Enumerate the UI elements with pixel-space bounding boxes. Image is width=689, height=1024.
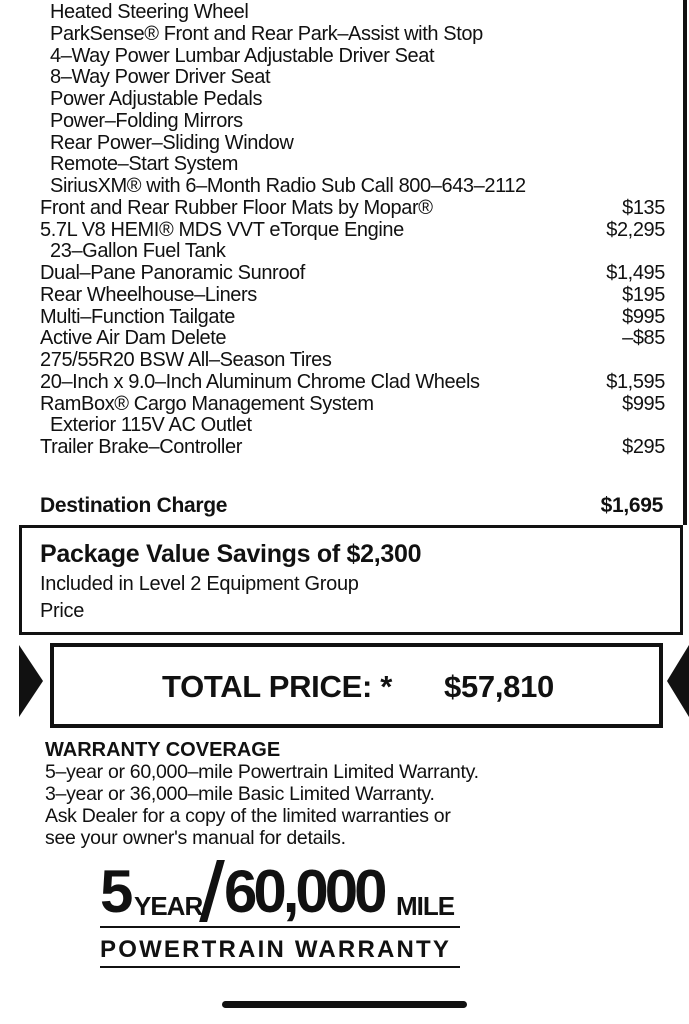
logo-top-rule: [100, 926, 460, 928]
powertrain-warranty-logo: [100, 858, 462, 972]
logo-powertrain-text: POWERTRAIN WARRANTY: [100, 936, 452, 963]
total-price-box: [50, 643, 663, 728]
option-price: –$85: [622, 327, 665, 350]
right-border-rule: [683, 0, 687, 525]
warranty-line: 5–year or 60,000–mile Powertrain Limited Warranty.: [45, 761, 479, 783]
warranty-title: WARRANTY COVERAGE: [45, 739, 281, 761]
home-indicator[interactable]: [222, 1001, 467, 1008]
option-label: Trailer Brake–Controller: [40, 436, 242, 458]
option-row: [40, 328, 665, 350]
option-row: [40, 263, 665, 285]
option-label: Remote–Start System: [50, 153, 239, 176]
option-label: Power Adjustable Pedals: [50, 88, 263, 110]
total-price-label: TOTAL PRICE: *: [162, 669, 393, 704]
package-savings-title: Package Value Savings of $2,300: [40, 540, 422, 568]
logo-year: YEAR: [134, 891, 203, 921]
option-label: RamBox® Cargo Management System: [40, 392, 374, 415]
option-row: [40, 285, 665, 307]
warranty-coverage: [45, 739, 645, 849]
total-price-value: $57,810: [444, 669, 554, 704]
option-label: 20–Inch x 9.0–Inch Aluminum Chrome Clad Wheels: [40, 370, 480, 393]
warranty-line: Ask Dealer for a copy of the limited warranties or: [45, 805, 451, 827]
option-label: 275/55R20 BSW All–Season Tires: [40, 349, 332, 371]
option-row: [40, 46, 665, 68]
option-row: [40, 67, 665, 89]
option-price: $295: [622, 436, 665, 458]
option-price: $995: [622, 392, 665, 415]
option-row: [40, 154, 665, 176]
option-row: [40, 394, 665, 416]
option-row: [40, 415, 665, 437]
package-savings-line-2: Price: [40, 600, 85, 622]
destination-charge-label: Destination Charge: [40, 494, 228, 517]
option-price: $995: [622, 305, 665, 328]
option-price: $2,295: [606, 218, 665, 241]
option-row: [40, 89, 665, 111]
option-row: [40, 372, 665, 394]
option-label: Exterior 115V AC Outlet: [50, 414, 252, 437]
option-row: [40, 241, 665, 263]
option-row: [40, 176, 665, 198]
option-row: [40, 198, 665, 220]
option-price: $1,495: [606, 262, 665, 284]
option-label: 23–Gallon Fuel Tank: [50, 240, 226, 263]
warranty-line: 3–year or 36,000–mile Basic Limited Warranty.: [45, 783, 435, 805]
logo-mile: MILE: [396, 891, 455, 921]
option-row: [40, 437, 665, 459]
package-savings-box: [19, 525, 683, 635]
option-label: 8–Way Power Driver Seat: [50, 66, 271, 89]
option-label: Rear Wheelhouse–Liners: [40, 283, 257, 306]
option-row: [40, 133, 665, 155]
warranty-line: see your owner's manual for details.: [45, 827, 346, 849]
left-arrow-icon: [19, 645, 43, 717]
logo-bottom-rule: [100, 966, 460, 968]
option-label: Rear Power–Sliding Window: [50, 131, 294, 154]
option-row: [40, 2, 665, 24]
logo-five: 5: [100, 858, 130, 925]
option-price: $195: [622, 283, 665, 306]
destination-charge-price: $1,695: [600, 494, 663, 517]
option-row: [40, 350, 665, 372]
option-label: Dual–Pane Panoramic Sunroof: [40, 262, 305, 284]
option-label: 5.7L V8 HEMI® MDS VVT eTorque Engine: [40, 218, 404, 241]
options-list: [40, 2, 665, 459]
option-label: Front and Rear Rubber Floor Mats by Mopar®: [40, 196, 433, 219]
option-label: Multi–Function Tailgate: [40, 305, 235, 328]
option-row: [40, 220, 665, 242]
option-label: ParkSense® Front and Rear Park–Assist with Stop: [50, 22, 483, 45]
option-price: $135: [622, 196, 665, 219]
package-savings-line-1: Included in Level 2 Equipment Group: [40, 573, 359, 595]
destination-charge-row: [40, 494, 663, 518]
option-label: Active Air Dam Delete: [40, 327, 227, 350]
right-arrow-icon: [667, 645, 689, 717]
option-row: [40, 111, 665, 133]
option-label: Power–Folding Mirrors: [50, 109, 243, 132]
option-label: 4–Way Power Lumbar Adjustable Driver Seat: [50, 44, 435, 67]
option-label: Heated Steering Wheel: [50, 1, 249, 23]
option-label: SiriusXM® with 6–Month Radio Sub Call 800–643–2112: [50, 175, 526, 197]
option-price: $1,595: [606, 370, 665, 393]
logo-miles: 60,000: [224, 858, 384, 925]
option-row: [40, 307, 665, 329]
option-row: [40, 24, 665, 46]
logo-slash: [199, 860, 225, 922]
